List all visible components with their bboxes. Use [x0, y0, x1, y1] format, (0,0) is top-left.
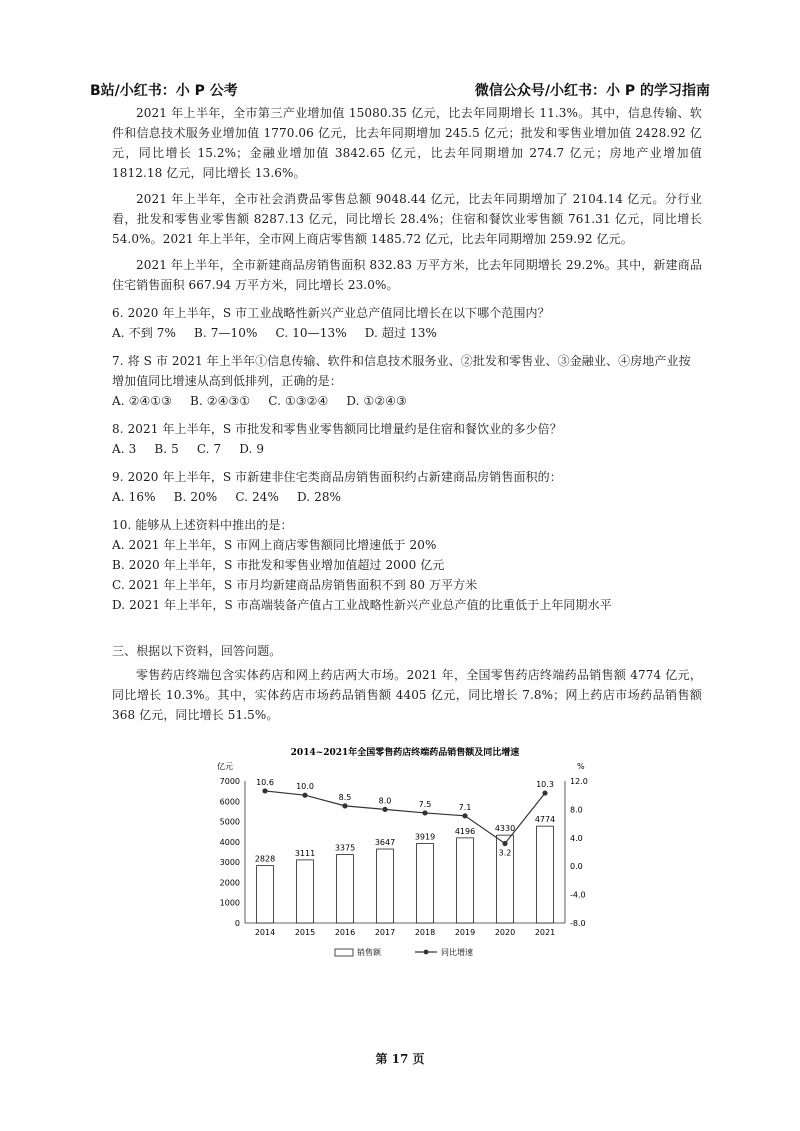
x-tick-label: 2017 — [374, 928, 396, 937]
header-right: 微信公众号/小红书：小 P 的学习指南 — [474, 83, 710, 99]
option-c: C. 24% — [235, 490, 279, 504]
right-tick-label: 8.0 — [570, 805, 583, 815]
growth-point — [382, 807, 387, 812]
question-stem: 7. 将 S 市 2021 年上半年①信息传输、软件和信息技术服务业、②批发和零售业、③金融业、④房地产业按增加值同比增速从高到低排列，正确的是： — [112, 354, 691, 388]
question-8 — [112, 419, 702, 459]
section-3-intro: 零售药店终端包含实体药店和网上药店两大市场。2021 年，全国零售药店终端药品销售额 4774 亿元，同比增长 10.3%。其中，实体药店市场药品销售额 4405 亿元，同比增长 7.8%；网上药店市场药品销售额 368 亿元，同比增长 51.5%。 — [112, 668, 702, 722]
right-tick-label: 0.0 — [570, 862, 583, 872]
question-options — [112, 439, 702, 459]
growth-value-label: 10.0 — [296, 782, 314, 792]
left-tick-label: 2000 — [219, 878, 240, 888]
option-d: D. 28% — [296, 490, 342, 504]
left-tick-label: 7000 — [219, 777, 240, 786]
option-a: A. 不到 7% — [112, 326, 176, 340]
growth-point — [422, 810, 427, 815]
x-tick-label: 2014 — [254, 928, 276, 937]
growth-value-label: 7.1 — [458, 802, 472, 812]
legend-label-sales: 销售额 — [357, 948, 381, 957]
page-number: 第 17 页 — [375, 1052, 425, 1066]
sales-chart — [200, 743, 620, 968]
sales-bar — [537, 826, 554, 923]
sales-value-label: 3111 — [294, 848, 316, 858]
option-c: C. 7 — [196, 442, 222, 456]
sales-value-label: 4330 — [494, 824, 516, 834]
right-axis-label: % — [577, 762, 585, 771]
sales-value-label: 3919 — [414, 832, 436, 842]
right-tick-label: 4.0 — [570, 833, 583, 843]
x-tick-label: 2019 — [454, 928, 476, 937]
question-options — [112, 535, 702, 615]
sales-bar — [257, 866, 274, 923]
option-b: B. ②④③① — [190, 394, 251, 408]
option-d: D. 超过 13% — [364, 326, 437, 340]
question-7 — [112, 351, 702, 411]
growth-point — [302, 793, 307, 798]
right-tick-label: -8.0 — [570, 919, 586, 928]
paragraph-1: 2021 年上半年，全市第三产业增加值 15080.35 亿元，比去年同期增长 11.3%。其中，信息传输、软件和信息技术服务业增加值 1770.06 亿元，比去年同期增加 245.5 亿元；批发和零售业增加值 2428.92 亿元，同比增长 15.2%；金融业增加值 3842.65 亿元，比去年同期增加 274.7 亿元；房地产业增加值 1812.18 亿元，同比增长 13.6%。 — [112, 106, 702, 180]
question-stem: 8. 2021 年上半年，S 市批发和零售业零售额同比增量约是住宿和餐饮业的多少倍？ — [112, 422, 562, 436]
question-stem: 6. 2020 年上半年，S 市工业战略性新兴产业总产值同比增长在以下哪个范围内？ — [112, 306, 550, 320]
legend-bar-swatch — [335, 949, 353, 956]
left-tick-label: 6000 — [219, 797, 240, 807]
x-tick-label: 2020 — [494, 928, 516, 937]
left-tick-label: 0 — [234, 919, 240, 928]
sales-bar — [457, 838, 474, 923]
option-c: C. 10—13% — [275, 326, 347, 340]
question-10 — [112, 515, 702, 615]
sales-bar — [417, 844, 434, 923]
sales-bar — [297, 860, 314, 923]
x-tick-label: 2021 — [534, 928, 556, 937]
growth-value-label: 3.2 — [498, 848, 512, 858]
growth-point — [342, 803, 347, 808]
option-d: D. ①②④③ — [346, 394, 407, 408]
growth-point — [462, 813, 467, 818]
option-b: B. 7—10% — [193, 326, 258, 340]
sales-value-label: 3375 — [334, 843, 356, 853]
option-c: C. 2021 年上半年，S 市月均新建商品房销售面积不到 80 万平方米 — [112, 578, 478, 592]
question-6 — [112, 303, 702, 343]
chart-svg — [200, 743, 620, 968]
question-9 — [112, 467, 702, 507]
growth-value-label: 10.3 — [536, 780, 554, 790]
paragraph-3: 2021 年上半年，全市新建商品房销售面积 832.83 万平方米，比去年同期增长 29.2%。其中，新建商品住宅销售面积 667.94 万平方米，同比增长 23.0%。 — [112, 258, 702, 292]
option-a: A. 16% — [112, 490, 156, 504]
right-tick-label: 12.0 — [570, 777, 588, 786]
option-d: D. 9 — [239, 442, 265, 456]
option-b: B. 20% — [173, 490, 218, 504]
left-tick-label: 1000 — [219, 898, 240, 908]
sales-value-label: 3647 — [374, 838, 396, 848]
sales-value-label: 4196 — [454, 826, 476, 836]
body-text — [112, 103, 702, 731]
question-stem: 10. 能够从上述资料中推出的是： — [112, 518, 293, 532]
section-3-title: 三、根据以下资料，回答问题。 — [112, 644, 282, 658]
question-options — [112, 487, 702, 507]
x-tick-label: 2016 — [334, 928, 356, 937]
left-tick-label: 5000 — [219, 817, 240, 827]
option-a: A. ②④①③ — [112, 394, 173, 408]
left-tick-label: 4000 — [219, 837, 240, 847]
question-options — [112, 391, 702, 411]
growth-point — [542, 790, 547, 795]
option-a: A. 2021 年上半年，S 市网上商店零售额同比增速低于 20% — [112, 538, 437, 552]
growth-point — [502, 841, 507, 846]
question-options — [112, 323, 702, 343]
growth-value-label: 8.5 — [338, 792, 352, 802]
growth-value-label: 10.6 — [256, 777, 274, 787]
legend-label-growth: 同比增速 — [441, 948, 473, 957]
option-b: B. 5 — [154, 442, 179, 456]
option-c: C. ①③②④ — [268, 394, 329, 408]
sales-value-label: 2828 — [254, 854, 276, 864]
x-tick-label: 2015 — [294, 928, 316, 937]
left-axis-label: 亿元 — [217, 762, 233, 771]
right-tick-label: -4.0 — [570, 890, 586, 900]
growth-point — [262, 788, 267, 793]
question-stem: 9. 2020 年上半年，S 市新建非住宅类商品房销售面积约占新建商品房销售面积的： — [112, 470, 562, 484]
sales-bar — [377, 849, 394, 923]
legend-line-marker — [424, 950, 429, 955]
growth-value-label: 7.5 — [418, 799, 432, 809]
option-a: A. 3 — [112, 442, 137, 456]
paragraph-2: 2021 年上半年，全市社会消费品零售总额 9048.44 亿元，比去年同期增加了 2104.14 亿元。分行业看，批发和零售业零售额 8287.13 亿元，同比增长 28.4%；住宿和餐饮业零售额 761.31 亿元，同比增长 54.0%。2021 年上半年，全市网上商店零售额 1485.72 亿元，比去年同期增加 259.92 亿元。 — [112, 192, 702, 246]
chart-title: 2014~2021年全国零售药店终端药品销售额及同比增速 — [290, 748, 520, 758]
left-tick-label: 3000 — [219, 858, 240, 868]
x-tick-label: 2018 — [414, 928, 436, 937]
sales-value-label: 4774 — [534, 815, 556, 825]
option-b: B. 2020 年上半年，S 市批发和零售业增加值超过 2000 亿元 — [112, 558, 445, 572]
header-left: B站/小红书：小 P 公考 — [90, 83, 238, 99]
sales-bar — [337, 855, 354, 923]
growth-value-label: 8.0 — [378, 796, 392, 806]
option-d: D. 2021 年上半年，S 市高端装备产值占工业战略性新兴产业总产值的比重低于上年同期水平 — [112, 598, 612, 612]
